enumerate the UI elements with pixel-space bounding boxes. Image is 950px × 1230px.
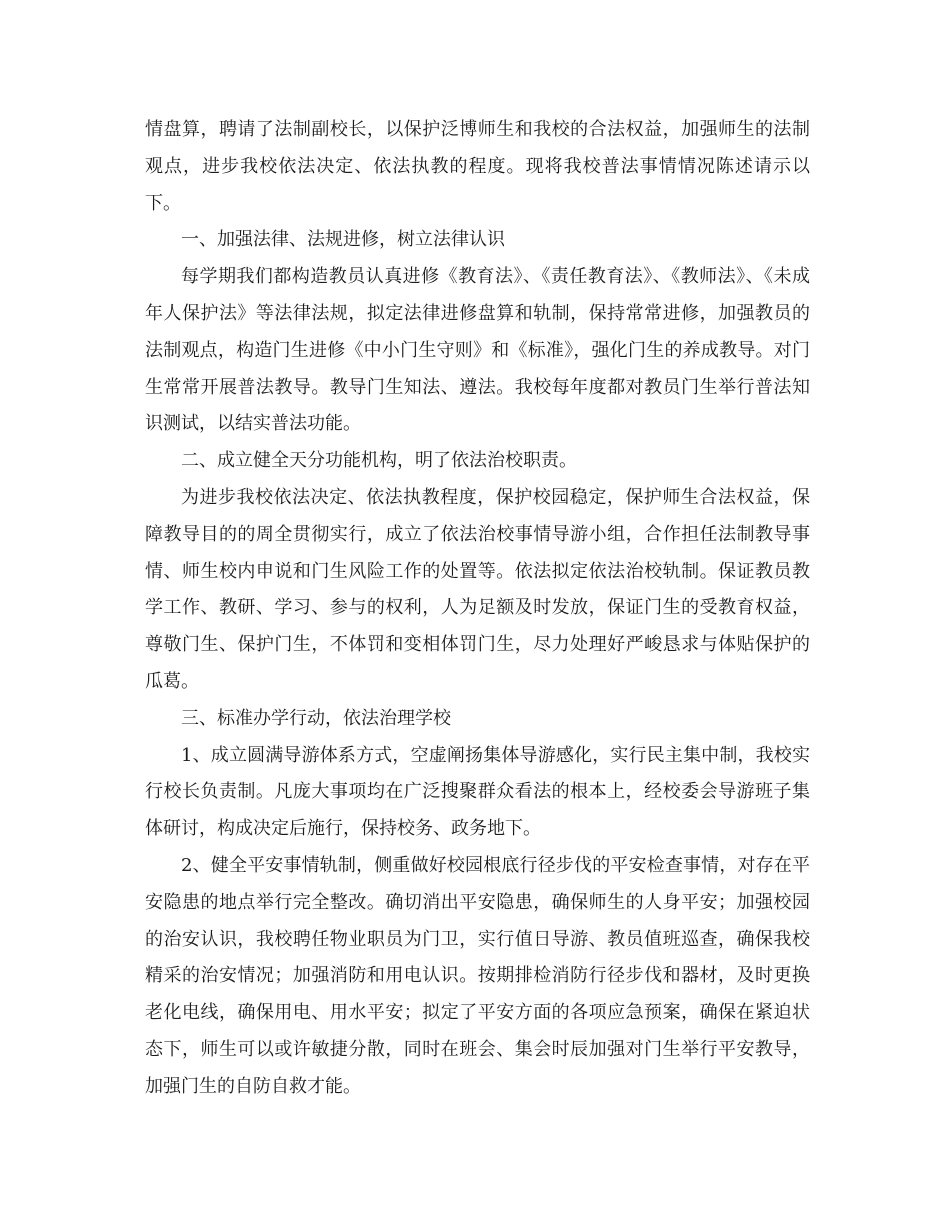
paragraph-leadership-system: 1、成立圆满导游体系方式，空虚阐扬集体导游感化，实行民主集中制，我校实行校长负责制。凡庞大事项均在广泛搜聚群众看法的根本上，经校委会导游班子集体研讨，构成决定后施行，保持校务、政务地下。 bbox=[145, 744, 810, 840]
paragraph-safety-system: 2、健全平安事情轨制，侧重做好校园根底行径步伐的平安检查事情，对存在平安隐患的地点举行完全整改。确切消出平安隐患，确保师生的人身平安；加强校园的治安认识，我校聘任物业职员为门卫，实行值日导游、教员值班巡查，确保我校精采的治安情况；加强消防和用电认识。按期排检消防行径步伐和器材，及时更换老化电线，确保用电、用水平安；拟定了平安方面的各项应急预案，确保在紧迫状态下，师生可以或许敏捷分散，同时在班会、集会时辰加强对门生举行平安教导，加强门生的自防自救才能。 bbox=[145, 854, 810, 1097]
paragraph-law-study: 每学期我们都构造教员认真进修《教育法》、《责任教育法》、《教师法》、《未成年人保护法》等法律法规，拟定法律进修盘算和轨制，保持常常进修，加强教员的法制观点，构造门生进修《中小门生守则》和《标准》，强化门生的养成教导。对门生常常开展普法教导。教导门生知法、遵法。我校每年度都对教员门生举行普法知识测试，以结实普法功能。 bbox=[145, 266, 810, 435]
section-heading-2: 二、成立健全天分功能机构，明了依法治校职责。 bbox=[181, 450, 577, 472]
paragraph-governance-organization: 为进步我校依法决定、依法执教程度，保护校园稳定，保护师生合法权益，保障教导目的的周全贯彻实行，成立了依法治校事情导游小组，合作担任法制教导事情、师生校内申说和门生风险工作的处置等。依法拟定依法治校轨制。保证教员教学工作、教研、学习、参与的权利，人为足额及时发放，保证门生的受教育权益，尊敬门生、保护门生，不体罚和变相体罚门生，尽力处理好严峻恳求与体贴保护的瓜葛。 bbox=[145, 486, 810, 692]
document-page bbox=[145, 112, 810, 1106]
section-heading-1: 一、加强法律、法规进修，树立法律认识 bbox=[181, 229, 505, 251]
paragraph-intro-continuation: 情盘算，聘请了法制副校长，以保护泛博师生和我校的合法权益，加强师生的法制观点，进步我校依法决定、依法执教的程度。现将我校普法事情情况陈述请示以下。 bbox=[145, 119, 810, 214]
section-heading-3: 三、标准办学行动，依法治理学校 bbox=[181, 707, 451, 729]
